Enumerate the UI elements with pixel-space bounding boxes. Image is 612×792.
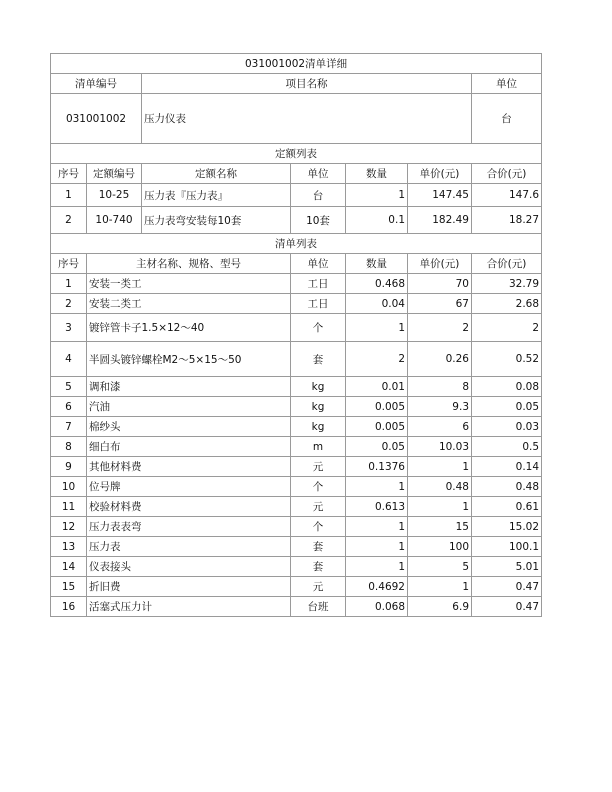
material-row: [51, 274, 542, 294]
material-total: 2.68: [472, 294, 542, 314]
quota-total-header: 合价(元): [472, 164, 542, 184]
material-name: 校验材料费: [87, 497, 291, 517]
material-name: 调和漆: [87, 377, 291, 397]
material-no: 10: [51, 477, 87, 497]
quota-code: 10-740: [87, 207, 142, 234]
material-total: 100.1: [472, 537, 542, 557]
bill-unit-header: 单位: [472, 74, 542, 94]
material-name: 仪表接头: [87, 557, 291, 577]
material-qty: 1: [346, 314, 408, 342]
material-price: 6.9: [408, 597, 472, 617]
quota-price: 182.49: [408, 207, 472, 234]
material-name: 安装二类工: [87, 294, 291, 314]
quota-row: [51, 184, 542, 207]
quota-price: 147.45: [408, 184, 472, 207]
material-qty: 0.005: [346, 397, 408, 417]
material-qty: 0.1376: [346, 457, 408, 477]
material-section-title: 清单列表: [51, 234, 542, 254]
quota-total: 147.6: [472, 184, 542, 207]
material-qty: 0.613: [346, 497, 408, 517]
material-qty: 0.04: [346, 294, 408, 314]
material-price: 70: [408, 274, 472, 294]
material-price: 8: [408, 377, 472, 397]
quota-header-row: [51, 164, 542, 184]
material-name: 压力表: [87, 537, 291, 557]
table-title: 031001002清单详细: [51, 54, 542, 74]
bill-row: [51, 94, 542, 144]
material-total: 0.47: [472, 597, 542, 617]
material-row: [51, 457, 542, 477]
material-qty: 0.068: [346, 597, 408, 617]
material-no: 8: [51, 437, 87, 457]
material-no: 9: [51, 457, 87, 477]
quota-price-header: 单价(元): [408, 164, 472, 184]
material-unit: 个: [291, 477, 346, 497]
material-total: 0.5: [472, 437, 542, 457]
quota-unit-header: 单位: [291, 164, 346, 184]
material-price-header: 单价(元): [408, 254, 472, 274]
title-row: [51, 54, 542, 74]
material-total: 15.02: [472, 517, 542, 537]
quota-section-row: [51, 144, 542, 164]
material-no: 7: [51, 417, 87, 437]
material-no-header: 序号: [51, 254, 87, 274]
material-no: 2: [51, 294, 87, 314]
material-name: 镀锌管卡子1.5×12～40: [87, 314, 291, 342]
material-row: [51, 342, 542, 377]
material-no: 14: [51, 557, 87, 577]
material-row: [51, 497, 542, 517]
material-name: 活塞式压力计: [87, 597, 291, 617]
quota-no: 1: [51, 184, 87, 207]
material-total: 0.47: [472, 577, 542, 597]
material-price: 5: [408, 557, 472, 577]
material-section-row: [51, 234, 542, 254]
material-unit: 个: [291, 517, 346, 537]
bill-name: 压力仪表: [142, 94, 472, 144]
material-qty: 0.468: [346, 274, 408, 294]
material-no: 5: [51, 377, 87, 397]
material-unit: m: [291, 437, 346, 457]
material-row: [51, 557, 542, 577]
material-name: 其他材料费: [87, 457, 291, 477]
material-name: 细白布: [87, 437, 291, 457]
material-total: 32.79: [472, 274, 542, 294]
material-name: 安装一类工: [87, 274, 291, 294]
material-row: [51, 597, 542, 617]
material-unit: kg: [291, 377, 346, 397]
material-total-header: 合价(元): [472, 254, 542, 274]
quota-no-header: 序号: [51, 164, 87, 184]
quota-row: [51, 207, 542, 234]
material-row: [51, 477, 542, 497]
material-price: 9.3: [408, 397, 472, 417]
quota-qty: 0.1: [346, 207, 408, 234]
material-price: 2: [408, 314, 472, 342]
material-unit: 元: [291, 497, 346, 517]
material-row: [51, 417, 542, 437]
quota-no: 2: [51, 207, 87, 234]
material-total: 0.03: [472, 417, 542, 437]
material-price: 1: [408, 497, 472, 517]
material-no: 11: [51, 497, 87, 517]
material-row: [51, 517, 542, 537]
material-no: 13: [51, 537, 87, 557]
material-qty: 1: [346, 557, 408, 577]
material-unit: kg: [291, 417, 346, 437]
material-row: [51, 314, 542, 342]
material-no: 4: [51, 342, 87, 377]
material-row: [51, 397, 542, 417]
material-no: 6: [51, 397, 87, 417]
material-total: 0.48: [472, 477, 542, 497]
material-price: 10.03: [408, 437, 472, 457]
bill-detail-table: [50, 53, 542, 617]
material-row: [51, 294, 542, 314]
material-qty: 2: [346, 342, 408, 377]
material-row: [51, 377, 542, 397]
quota-qty-header: 数量: [346, 164, 408, 184]
material-unit: 元: [291, 577, 346, 597]
material-qty-header: 数量: [346, 254, 408, 274]
quota-qty: 1: [346, 184, 408, 207]
material-total: 0.14: [472, 457, 542, 477]
material-row: [51, 577, 542, 597]
material-name: 半圆头镀锌螺栓M2～5×15～50: [87, 342, 291, 377]
quota-name: 压力表弯安装每10套: [142, 207, 291, 234]
material-qty: 1: [346, 477, 408, 497]
material-name: 棉纱头: [87, 417, 291, 437]
material-unit: 工日: [291, 294, 346, 314]
material-name: 压力表表弯: [87, 517, 291, 537]
quota-section-title: 定额列表: [51, 144, 542, 164]
material-total: 0.61: [472, 497, 542, 517]
material-row: [51, 537, 542, 557]
material-qty: 0.05: [346, 437, 408, 457]
material-qty: 0.4692: [346, 577, 408, 597]
bill-name-header: 项目名称: [142, 74, 472, 94]
material-price: 15: [408, 517, 472, 537]
material-unit: 套: [291, 342, 346, 377]
material-total: 0.52: [472, 342, 542, 377]
bill-header-row: [51, 74, 542, 94]
material-price: 1: [408, 457, 472, 477]
material-name: 汽油: [87, 397, 291, 417]
quota-code: 10-25: [87, 184, 142, 207]
material-total: 5.01: [472, 557, 542, 577]
material-total: 0.05: [472, 397, 542, 417]
material-row: [51, 437, 542, 457]
material-header-row: [51, 254, 542, 274]
material-price: 0.26: [408, 342, 472, 377]
material-price: 6: [408, 417, 472, 437]
material-price: 0.48: [408, 477, 472, 497]
material-qty: 1: [346, 517, 408, 537]
material-unit: 个: [291, 314, 346, 342]
material-name: 位号牌: [87, 477, 291, 497]
material-unit: 台班: [291, 597, 346, 617]
material-qty: 0.01: [346, 377, 408, 397]
quota-unit: 台: [291, 184, 346, 207]
material-unit: 工日: [291, 274, 346, 294]
material-unit: 套: [291, 557, 346, 577]
material-no: 15: [51, 577, 87, 597]
bill-code: 031001002: [51, 94, 142, 144]
material-total: 2: [472, 314, 542, 342]
material-total: 0.08: [472, 377, 542, 397]
material-unit-header: 单位: [291, 254, 346, 274]
quota-unit: 10套: [291, 207, 346, 234]
material-unit: kg: [291, 397, 346, 417]
material-no: 12: [51, 517, 87, 537]
material-no: 3: [51, 314, 87, 342]
material-name-header: 主材名称、规格、型号: [87, 254, 291, 274]
material-qty: 0.005: [346, 417, 408, 437]
material-price: 67: [408, 294, 472, 314]
quota-name-header: 定额名称: [142, 164, 291, 184]
bill-unit: 台: [472, 94, 542, 144]
bill-code-header: 清单编号: [51, 74, 142, 94]
material-price: 1: [408, 577, 472, 597]
material-unit: 套: [291, 537, 346, 557]
quota-total: 18.27: [472, 207, 542, 234]
material-qty: 1: [346, 537, 408, 557]
material-no: 1: [51, 274, 87, 294]
material-no: 16: [51, 597, 87, 617]
material-name: 折旧费: [87, 577, 291, 597]
material-unit: 元: [291, 457, 346, 477]
quota-code-header: 定额编号: [87, 164, 142, 184]
material-price: 100: [408, 537, 472, 557]
quota-name: 压力表『压力表』: [142, 184, 291, 207]
